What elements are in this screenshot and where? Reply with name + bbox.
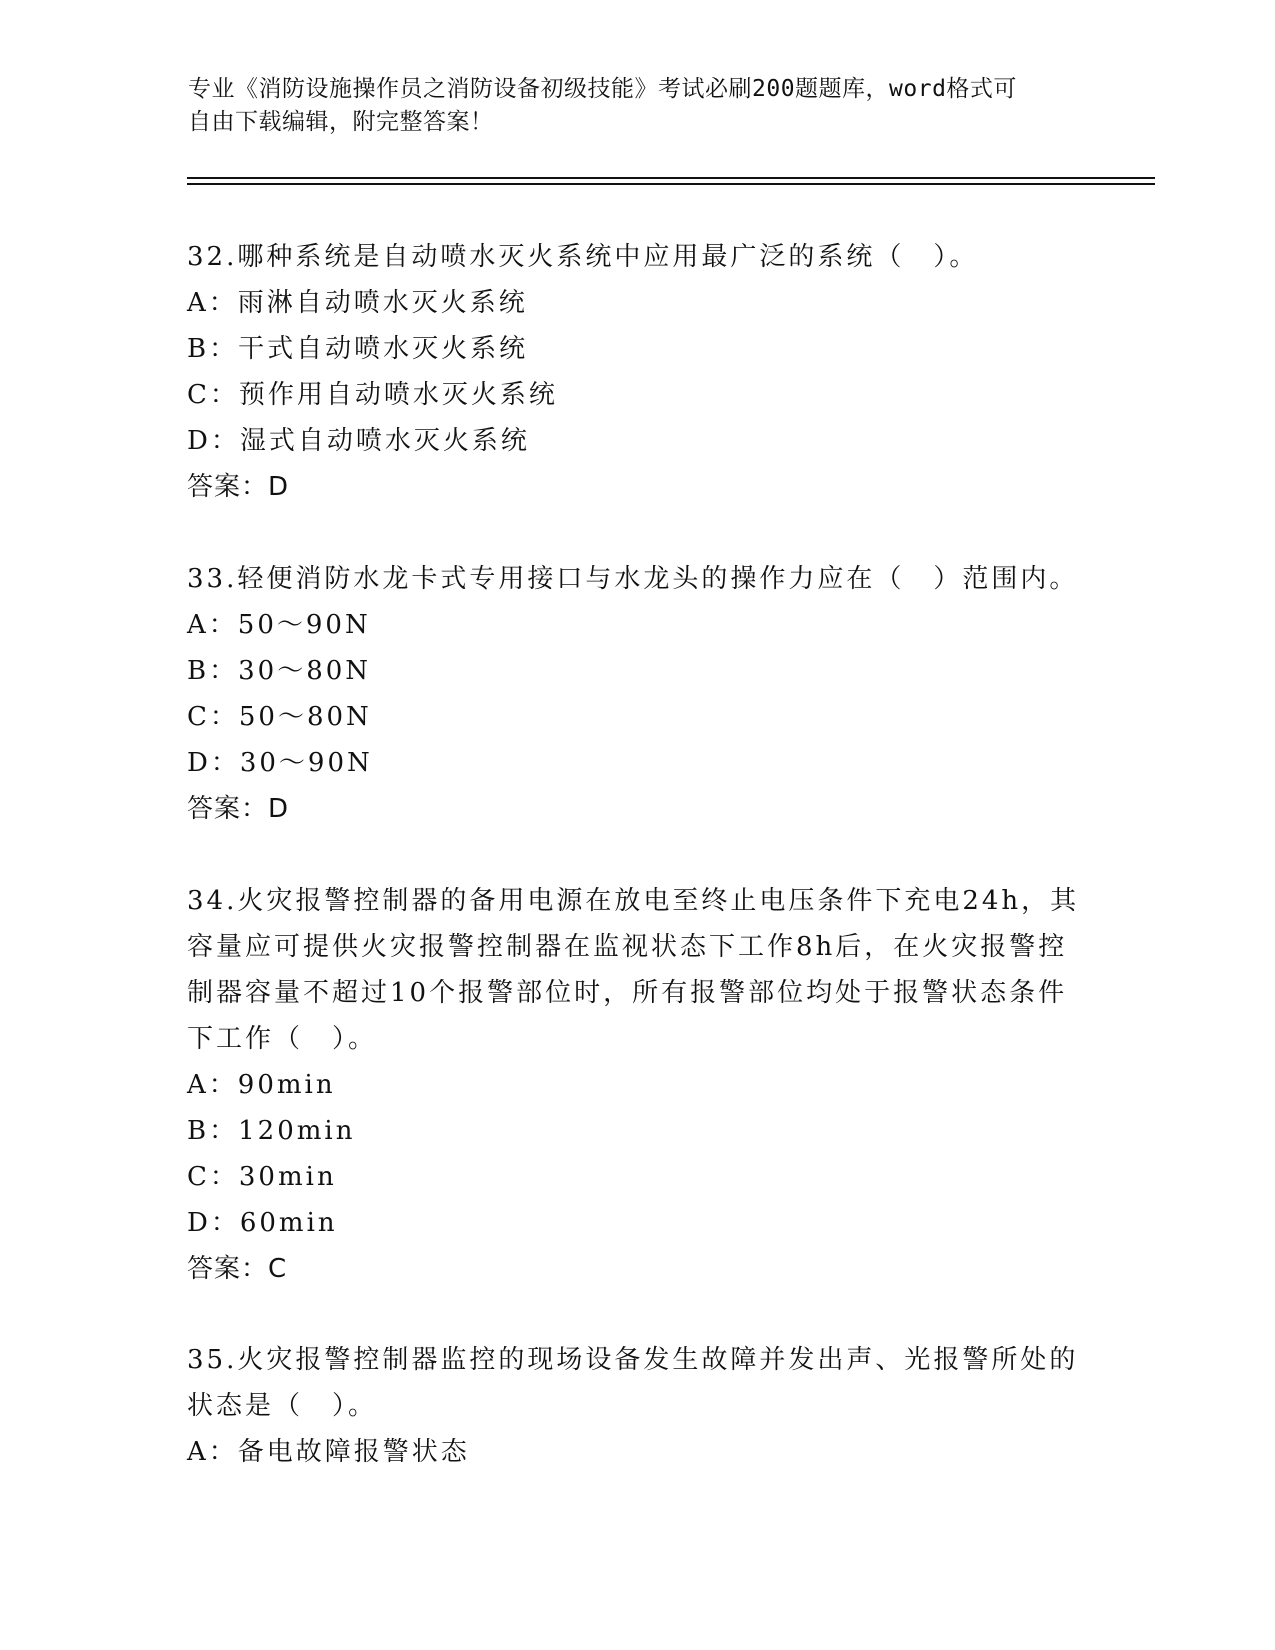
header-divider-top [187, 177, 1155, 179]
option-a: A：50～90N [187, 610, 371, 640]
option-b: B：干式自动喷水灭火系统 [187, 334, 529, 364]
option-a: A：备电故障报警状态 [187, 1437, 470, 1467]
question-35 [187, 1337, 1087, 1475]
option-d: D：湿式自动喷水灭火系统 [187, 426, 530, 456]
question-34 [187, 878, 1087, 1292]
option-a: A：雨淋自动喷水灭火系统 [187, 288, 528, 318]
option-b: B：120min [187, 1116, 356, 1146]
answer: 答案：D [187, 794, 290, 824]
option-b: B：30～80N [187, 656, 372, 686]
header-line-2: 自由下载编辑，附完整答案！ [188, 109, 494, 135]
answer: 答案：C [187, 1254, 288, 1284]
answer: 答案：D [187, 472, 290, 502]
header-line-1: 专业《消防设施操作员之消防设备初级技能》考试必刷200题题库，word格式可 [188, 76, 1017, 102]
option-d: D：60min [187, 1208, 338, 1238]
question-stem: 35.火灾报警控制器监控的现场设备发生故障并发出声、光报警所处的状态是（ ）。 [187, 1345, 1079, 1421]
question-33 [187, 556, 1087, 832]
option-c: C：50～80N [187, 702, 372, 732]
question-stem: 33.轻便消防水龙卡式专用接口与水龙头的操作力应在（ ）范围内。 [187, 564, 1079, 594]
document-header [188, 73, 1068, 139]
header-divider-bottom [187, 183, 1155, 185]
question-stem: 34.火灾报警控制器的备用电源在放电至终止电压条件下充电24h，其容量应可提供火灾报警控制器在监视状态下工作8h后，在火灾报警控制器容量不超过10个报警部位时，所有报警部位均处于报警状态条件下工作（ ）。 [187, 886, 1080, 1054]
option-c: C：30min [187, 1162, 337, 1192]
option-a: A：90min [187, 1070, 336, 1100]
question-32 [187, 234, 1087, 510]
question-stem: 32.哪种系统是自动喷水灭火系统中应用最广泛的系统（ ）。 [187, 242, 979, 272]
option-d: D：30～90N [187, 748, 373, 778]
option-c: C：预作用自动喷水灭火系统 [187, 380, 558, 410]
